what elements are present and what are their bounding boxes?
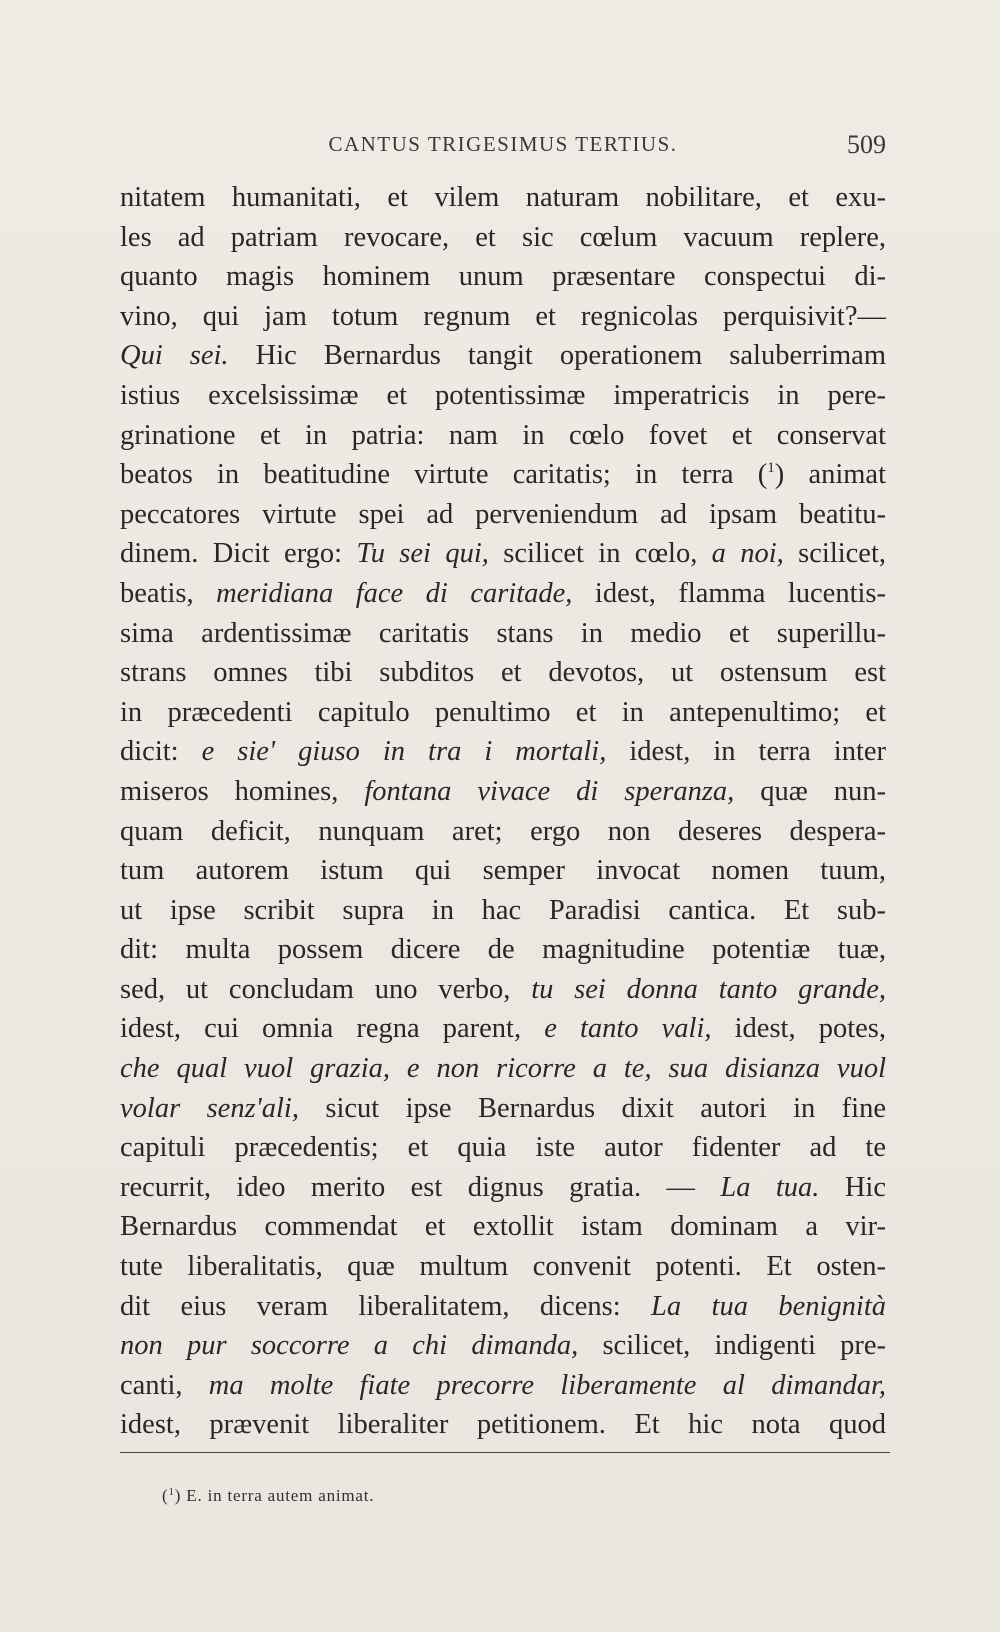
italic-quote: e sie' giuso in tra i mortali,: [201, 736, 607, 768]
text-run: dit eius veram liberalitatem, dicens:: [120, 1290, 652, 1322]
text-run: dinem. Dicit ergo:: [120, 538, 357, 570]
running-head: [120, 132, 886, 162]
text-line: [120, 257, 886, 297]
text-line: [120, 732, 886, 772]
text-line: [120, 772, 886, 812]
text-line: [120, 218, 886, 258]
italic-quote: volar senz'ali,: [120, 1092, 299, 1124]
footnote-text: E. in terra autem animat.: [181, 1486, 375, 1505]
italic-quote: Tu sei qui,: [356, 538, 489, 570]
text-line: [120, 891, 886, 931]
text-run: idest, potes,: [711, 1013, 886, 1045]
text-line: [120, 1128, 886, 1168]
text-run: sicut ipse Bernardus dixit autori in fine: [298, 1092, 886, 1124]
text-line: [120, 178, 886, 218]
footnote-paren-open: (: [162, 1486, 169, 1505]
footnote-reference: 1: [767, 460, 775, 477]
text-run: quæ nun-: [734, 775, 886, 807]
text-run: les ad patriam revocare, et sic cœlum vacuum replere,: [120, 221, 886, 253]
text-run: grinatione et in patria: nam in cœlo fovet et conservat: [120, 419, 886, 451]
text-line: [120, 376, 886, 416]
text-run: idest, in terra inter: [606, 736, 887, 768]
text-run: ) animat: [774, 459, 886, 491]
footnote-paren-close: ): [174, 1486, 182, 1505]
text-line: [120, 534, 886, 574]
page-number: 509: [847, 130, 886, 159]
footnote: [162, 1486, 374, 1506]
text-line: [120, 1366, 886, 1406]
italic-quote: Qui sei.: [120, 340, 229, 372]
text-run: canti,: [120, 1369, 209, 1401]
text-run: strans omnes tibi subditos et devotos, ut ostensum est: [120, 657, 886, 689]
text-run: idest, prævenit liberaliter petitionem. Et hic nota quod: [120, 1409, 886, 1441]
footnote-rule: [120, 1452, 890, 1453]
text-run: Hic: [819, 1171, 886, 1203]
italic-quote: ma molte fiate precorre liberamente al dimandar,: [208, 1369, 886, 1401]
text-run: scilicet, indigenti pre-: [578, 1330, 886, 1362]
text-run: scilicet in cœlo,: [488, 538, 712, 570]
text-line: [120, 574, 886, 614]
text-run: istius excelsissimæ et potentissimæ imperatricis in pere-: [120, 379, 886, 411]
text-run: tute liberalitatis, quæ multum convenit potenti. Et osten-: [120, 1251, 886, 1283]
text-line: [120, 1207, 886, 1247]
text-line: [120, 1405, 886, 1445]
italic-quote: e tanto vali,: [544, 1013, 712, 1045]
text-run: ut ipse scribit supra in hac Paradisi cantica. Et sub-: [120, 894, 886, 926]
text-run: sed, ut concludam uno verbo,: [120, 973, 532, 1005]
text-run: quam deficit, nunquam aret; ergo non deseres despera-: [120, 815, 886, 847]
text-run: Bernardus commendat et extollit istam dominam a vir-: [120, 1211, 886, 1243]
text-run: dicit:: [120, 736, 202, 768]
text-run: capituli præcedentis; et quia iste autor fidenter ad te: [120, 1132, 886, 1164]
running-title: CANTUS TRIGESIMUS TERTIUS.: [328, 132, 678, 156]
text-run: idest, flamma lucentis-: [572, 577, 887, 609]
text-line: [120, 1326, 886, 1366]
text-run: recurrit, ideo merito est dignus gratia. —: [120, 1171, 721, 1203]
text-line: [120, 930, 886, 970]
text-line: [120, 693, 886, 733]
text-line: [120, 297, 886, 337]
text-run: dit: multa possem dicere de magnitudine potentiæ tuæ,: [120, 934, 886, 966]
italic-quote: meridiana face di caritade,: [216, 577, 573, 609]
text-line: [120, 1089, 886, 1129]
text-run: peccatores virtute spei ad perveniendum ad ipsam beatitu-: [120, 498, 886, 530]
text-line: [120, 455, 886, 495]
text-run: beatis,: [120, 577, 217, 609]
text-line: [120, 416, 886, 456]
text-line: [120, 1049, 886, 1089]
body-text: [120, 178, 886, 1445]
italic-quote: non pur soccorre a chi dimanda,: [120, 1330, 579, 1362]
text-run: beatos in beatitudine virtute caritatis; in terra (: [120, 459, 768, 491]
text-run: tum autorem istum qui semper invocat nomen tuum,: [120, 855, 886, 887]
italic-quote: che qual vuol grazia, e non ricorre a te, sua disianza vuol: [120, 1053, 886, 1085]
text-run: idest, cui omnia regna parent,: [120, 1013, 545, 1045]
text-line: [120, 495, 886, 535]
text-run: quanto magis hominem unum præsentare conspectui di-: [120, 261, 886, 293]
text-run: vino, qui jam totum regnum et regnicolas perquisivit?—: [120, 300, 886, 332]
text-line: [120, 614, 886, 654]
text-run: scilicet,: [783, 538, 886, 570]
text-line: [120, 1247, 886, 1287]
text-line: [120, 1287, 886, 1327]
text-line: [120, 653, 886, 693]
text-run: sima ardentissimæ caritatis stans in medio et superillu-: [120, 617, 886, 649]
italic-quote: tu sei donna tanto grande,: [531, 973, 886, 1005]
text-run: in præcedenti capitulo penultimo et in antepenultimo; et: [120, 696, 886, 728]
text-line: [120, 1009, 886, 1049]
text-line: [120, 1168, 886, 1208]
text-run: Hic Bernardus tangit operationem saluberrimam: [228, 340, 886, 372]
italic-quote: La tua benignità: [651, 1290, 886, 1322]
italic-quote: a noi,: [711, 538, 784, 570]
text-run: nitatem humanitati, et vilem naturam nobilitare, et exu-: [120, 182, 886, 213]
text-line: [120, 851, 886, 891]
text-line: [120, 970, 886, 1010]
italic-quote: La tua.: [720, 1171, 820, 1203]
italic-quote: fontana vivace di speranza,: [364, 775, 735, 807]
footnote-marker: 1: [168, 1486, 175, 1498]
text-line: [120, 336, 886, 376]
text-run: miseros homines,: [120, 775, 365, 807]
text-line: [120, 812, 886, 852]
